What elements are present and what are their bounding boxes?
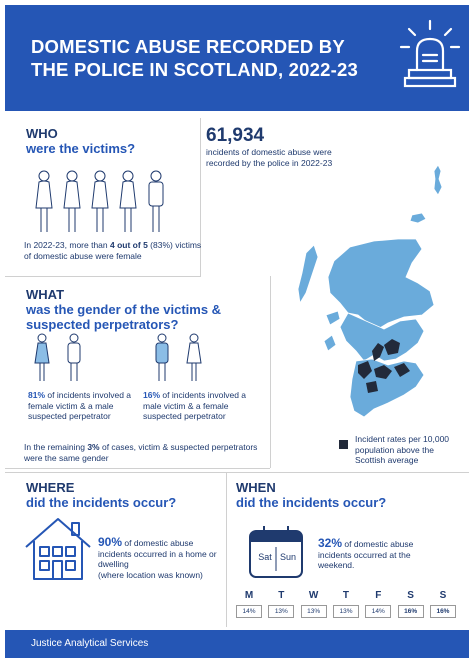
day-saturday [398, 589, 424, 618]
mull-shape [326, 311, 340, 325]
day-sunday [430, 589, 456, 618]
police-siren-icon [393, 15, 467, 95]
day-letter: S [407, 590, 414, 601]
title-line-1: DOMESTIC ABUSE RECORDED BY [31, 36, 345, 57]
map-legend: Incident rates per 10,000 population above the Scottish average [355, 434, 450, 465]
day-tuesday [268, 589, 294, 618]
female-figure-icon [92, 171, 108, 232]
when-pct: 32% [318, 536, 343, 550]
page-title [31, 35, 391, 81]
who-text [24, 240, 204, 261]
what-remaining-pct: 3% [87, 442, 100, 452]
what-stat-1 [28, 390, 138, 422]
day-thursday [333, 589, 359, 618]
calendar-sun: Sun [279, 552, 296, 562]
day-value: 13% [301, 605, 327, 618]
what-subtitle-1: was the gender of the victims & [26, 302, 222, 317]
weekday-breakdown [236, 589, 456, 618]
scotland-map [288, 165, 460, 430]
footer-text: Justice Analytical Services [31, 638, 149, 649]
house-icon [22, 515, 94, 583]
legend-swatch [339, 440, 348, 449]
when-subtitle: did the incidents occur? [236, 495, 387, 510]
divider [5, 472, 469, 473]
who-text-post: (83%) victims of domestic abuse were female [24, 240, 202, 261]
what-stat-2-text: of incidents involved a male victim & a female suspected perpetrator [143, 390, 247, 421]
divider [270, 276, 271, 468]
day-value: 16% [430, 605, 456, 618]
male-figure-icon [149, 171, 163, 232]
where-pct: 90% [98, 535, 123, 549]
when-heading [236, 480, 386, 510]
day-friday [365, 589, 391, 618]
day-letter: W [308, 590, 319, 601]
shetland-shape [434, 165, 442, 195]
calendar-icon [248, 525, 304, 579]
what-remaining [24, 442, 264, 463]
day-monday [236, 589, 262, 618]
day-letter: F [375, 590, 382, 601]
who-title: WHO [26, 126, 58, 141]
mainland-north-shape [328, 239, 434, 329]
header-banner [5, 5, 469, 111]
divider [5, 276, 201, 277]
where-title: WHERE [26, 480, 75, 495]
when-text-body: of domestic abuse incidents occurred at the weekend. [318, 539, 414, 570]
what-remaining-pre: In the remaining [24, 442, 88, 452]
female-victim-male-perpetrator-icon [30, 333, 90, 383]
day-value: 14% [236, 605, 262, 618]
when-title: WHEN [236, 480, 276, 495]
what-stat-1-pct: 81% [28, 390, 46, 400]
victims-icons [30, 170, 180, 234]
day-value: 14% [365, 605, 391, 618]
total-incidents-text: incidents of domestic abuse were recorded by the police in 2022-23 [206, 147, 333, 168]
what-remaining-post: of cases, victim & suspected perpetrators were the same gender [24, 442, 258, 463]
who-heading [26, 126, 135, 156]
where-text-body: of domestic abuse incidents occurred in a home or dwelling [98, 538, 217, 569]
where-subtitle: did the incidents occur? [26, 495, 177, 510]
divider [226, 472, 227, 627]
where-note: (where location was known) [98, 569, 203, 580]
female-figure-icon [64, 171, 80, 232]
where-heading [26, 480, 176, 510]
outer-hebrides-shape [298, 245, 318, 303]
highlight-region-shape [366, 381, 378, 393]
what-title: WHAT [26, 287, 65, 302]
who-text-pre: In 2022-23, more than [24, 240, 111, 250]
what-stat-2 [143, 390, 261, 422]
total-incidents-number: 61,934 [206, 125, 265, 146]
female-figure-icon [120, 171, 136, 232]
female-figure-icon [36, 171, 52, 232]
day-letter: T [278, 590, 285, 601]
footer-banner [5, 630, 469, 658]
day-value: 13% [268, 605, 294, 618]
who-text-bold: 4 out of 5 [110, 240, 148, 250]
what-stat-1-text: of incidents involved a female victim & a male suspected perpetrator [28, 390, 132, 421]
calendar-sat: Sat [258, 552, 272, 562]
day-value: 13% [333, 605, 359, 618]
divider [5, 468, 270, 469]
islay-shape [324, 335, 336, 351]
who-subtitle: were the victims? [26, 141, 136, 156]
what-subtitle-2: suspected perpetrators? [26, 317, 179, 332]
when-text [318, 538, 448, 571]
where-text [98, 537, 218, 580]
day-letter: T [342, 590, 350, 601]
what-stat-2-pct: 16% [143, 390, 161, 400]
day-value: 16% [398, 605, 424, 618]
day-letter: S [439, 590, 447, 601]
day-letter: M [244, 590, 254, 601]
orkney-shape [410, 213, 426, 223]
title-line-2: THE POLICE IN SCOTLAND, 2022-23 [31, 59, 358, 80]
day-wednesday [301, 589, 327, 618]
male-victim-female-perpetrator-icon [150, 333, 210, 383]
what-heading [26, 287, 266, 332]
